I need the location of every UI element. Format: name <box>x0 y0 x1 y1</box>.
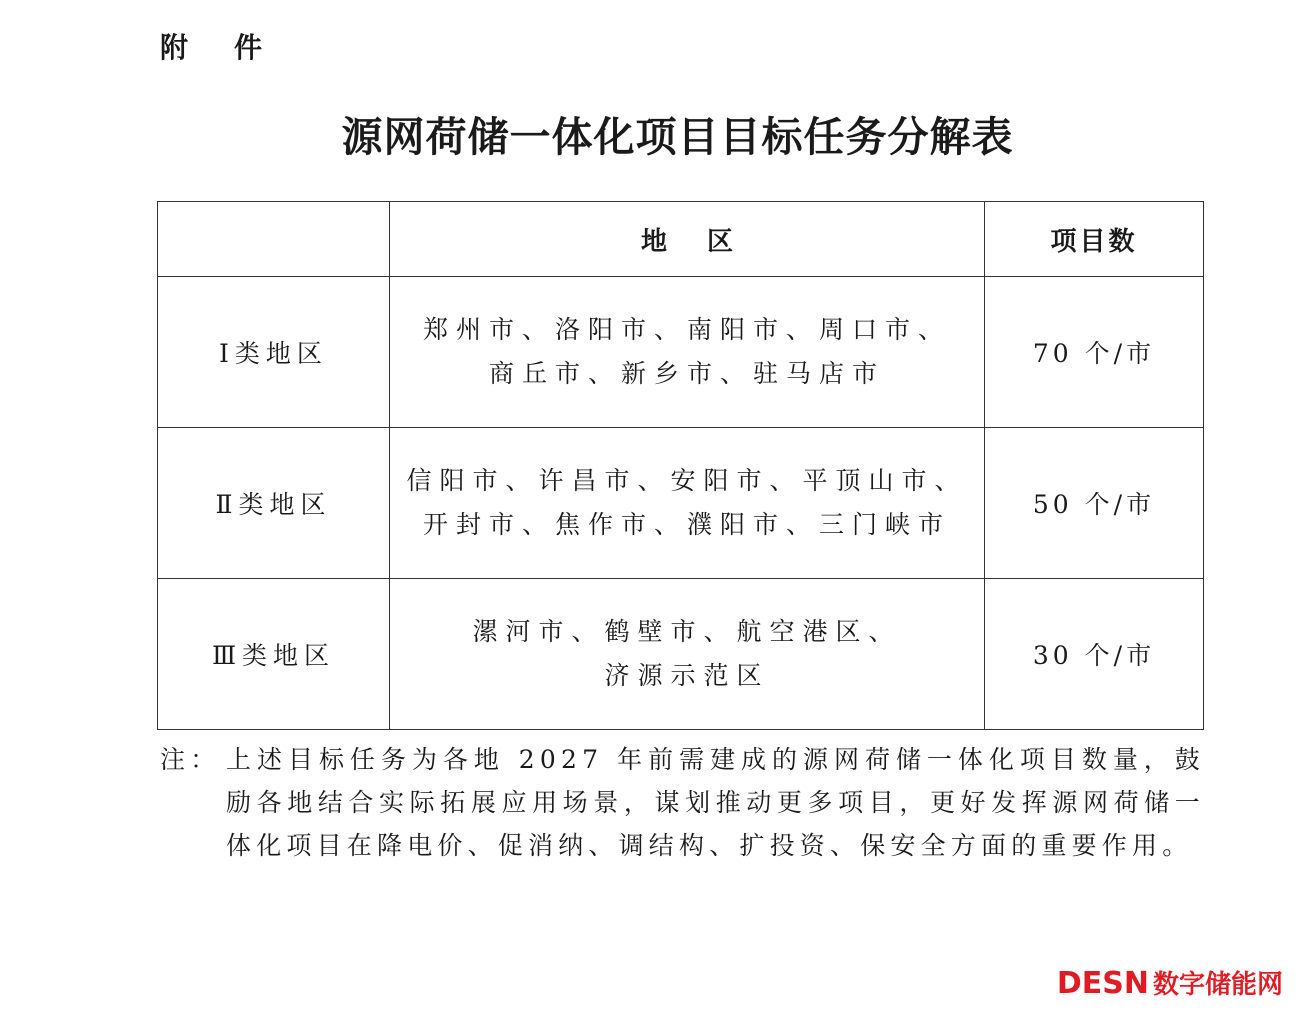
cities-cell <box>390 277 985 428</box>
cities-line: 济源示范区 <box>604 661 770 690</box>
cities-cell <box>390 579 985 730</box>
watermark-brand: DESN <box>1056 966 1149 1001</box>
category-cell: Ⅰ类地区 <box>158 277 390 428</box>
cities-line: 信阳市、许昌市、安阳市、平顶山市、 <box>406 466 968 495</box>
header-cell-category <box>158 202 390 277</box>
cities-line: 开封市、焦作市、濮阳市、三门峡市 <box>422 510 951 539</box>
attachment-char-1: 附 <box>160 31 191 64</box>
category-cell: Ⅲ类地区 <box>158 579 390 730</box>
table-row <box>158 579 1204 730</box>
watermark-logo <box>1057 964 1283 1001</box>
category-cell: Ⅱ类地区 <box>158 428 390 579</box>
document-title: 源网荷储一体化项目目标任务分解表 <box>341 113 1014 161</box>
table-note <box>160 738 1205 867</box>
note-text: 上述目标任务为各地 2027 年前需建成的源网荷储一体化项目数量，鼓励各地结合实际拓展应用场景，谋划推动更多项目，更好发挥源网荷储一体化项目在降电价、促消纳、调结构、扩投资、保安全方面的重要作用。 <box>226 745 1205 860</box>
count-cell: 30 个/市 <box>985 579 1204 730</box>
cities-line: 漯河市、鹤壁市、航空港区、 <box>472 617 902 646</box>
cities-cell <box>390 428 985 579</box>
cities-line: 郑州市、洛阳市、南阳市、周口市、 <box>422 315 951 344</box>
table-header-row <box>158 202 1204 277</box>
attachment-char-2: 件 <box>234 31 265 64</box>
header-cell-region: 地区 <box>390 202 985 277</box>
watermark-name: 数字储能网 <box>1152 970 1283 1000</box>
cities-line: 商丘市、新乡市、驻马店市 <box>488 359 885 388</box>
table-row <box>158 428 1204 579</box>
count-cell: 70 个/市 <box>985 277 1204 428</box>
header-cell-count: 项目数 <box>985 202 1204 277</box>
count-cell: 50 个/市 <box>985 428 1204 579</box>
table-row <box>158 277 1204 428</box>
attachment-label <box>160 26 264 66</box>
target-breakdown-table <box>157 201 1204 730</box>
note-label: 注： <box>160 745 221 774</box>
